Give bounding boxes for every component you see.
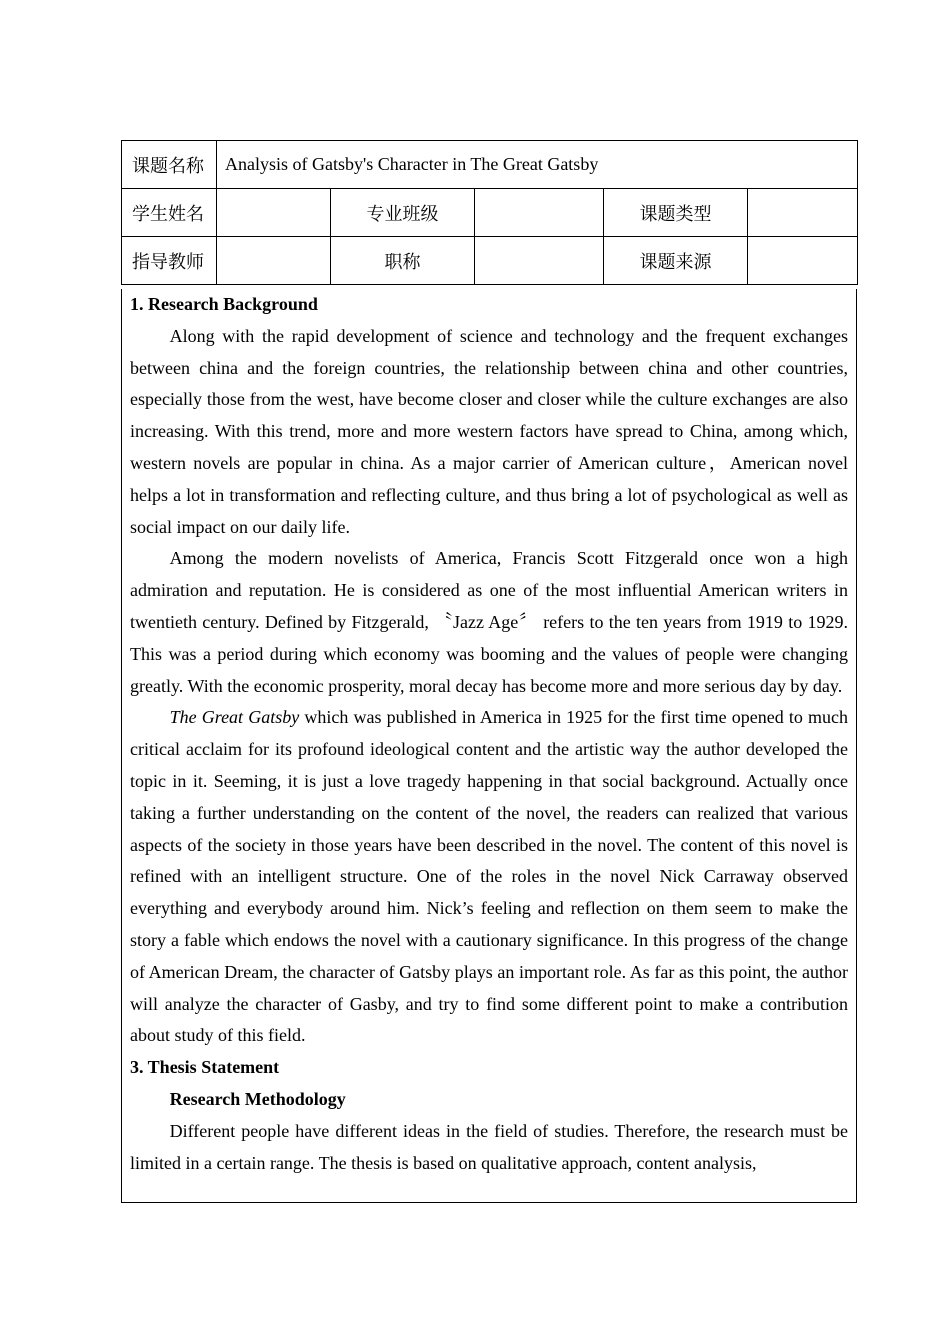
advisor-field[interactable] xyxy=(217,237,331,285)
advisor-row xyxy=(122,237,858,285)
research-methodology-subheading: Research Methodology xyxy=(169,1088,346,1109)
content-body xyxy=(122,289,856,1179)
paragraph-4: Different people have different ideas in the field of studies. Therefore, the research must be limited in a certain range. The thesis is based on qualitative approach, content analysis, xyxy=(130,1120,848,1173)
topic-row xyxy=(122,141,858,189)
paragraph-3 xyxy=(130,702,848,1052)
paragraph-1: Along with the rapid development of science and technology and the frequent exchanges between china and the foreign countries, the relationship between china and other countries, especially those from the west, have become closer and closer while the culture exchanges are also increasing. With this trend, more and more western factors have spread to China, among which, western novels are popular in china. As a major carrier of American culture，American novel helps a lot in transformation and reflecting culture, and thus bring a lot of psychological as well as social impact on our daily life. xyxy=(130,325,848,537)
novel-title: The Great Gatsby xyxy=(169,707,300,728)
advisor-label: 指导教师 xyxy=(122,237,217,285)
student-name-field[interactable] xyxy=(217,189,331,237)
topic-type-label: 课题类型 xyxy=(604,189,748,237)
topic-type-field[interactable] xyxy=(748,189,858,237)
major-class-label: 专业班级 xyxy=(331,189,475,237)
paragraph-2: Among the modern novelists of America, Francis Scott Fitzgerald once won a high admiration and reputation. He is considered as one of the most influential American writers in twentieth century. Defined by Fitzgerald, 〝Jazz Age〞 refers to the ten years from 1919 to 1929. This was a period during which economy was booming and the values of people were changing greatly. With the economic prosperity, moral decay has become more and more serious day by day. xyxy=(130,548,848,696)
topic-source-label: 课题来源 xyxy=(604,237,748,285)
student-row xyxy=(122,189,858,237)
paragraph-3-text: which was published in America in 1925 for the first time opened to much critical acclaim for its profound ideological content and the artistic way the author developed the topic in it. Seeming, it is just a love tragedy happening in that social background. Actually once taking a further understanding on the content of the novel, the readers can realized that various aspects of the society in those years have been described in the novel. The content of this novel is refined with an intelligent structure. One of the roles in the novel Nick Carraway observed everything and everybody around him. Nick’s feeling and reflection on them seem to make the story a fable which endows the novel with a cautionary significance. In this progress of the change of American Dream, the character of Gatsby plays an important role. As far as this point, the author will analyze the character of Gasby, and try to find some different point to make a contribution about study of this field. xyxy=(130,707,848,1046)
topic-value[interactable]: Analysis of Gatsby's Character in The Great Gatsby xyxy=(217,141,858,189)
professional-title-label: 职称 xyxy=(331,237,475,285)
research-background-heading: 1. Research Background xyxy=(130,294,318,314)
topic-label: 课题名称 xyxy=(122,141,217,189)
proposal-form-table xyxy=(121,140,858,285)
professional-title-field[interactable] xyxy=(475,237,604,285)
major-class-field[interactable] xyxy=(475,189,604,237)
thesis-statement-heading: 3. Thesis Statement xyxy=(130,1057,280,1078)
student-name-label: 学生姓名 xyxy=(122,189,217,237)
topic-source-field[interactable] xyxy=(748,237,858,285)
content-box xyxy=(121,289,857,1203)
